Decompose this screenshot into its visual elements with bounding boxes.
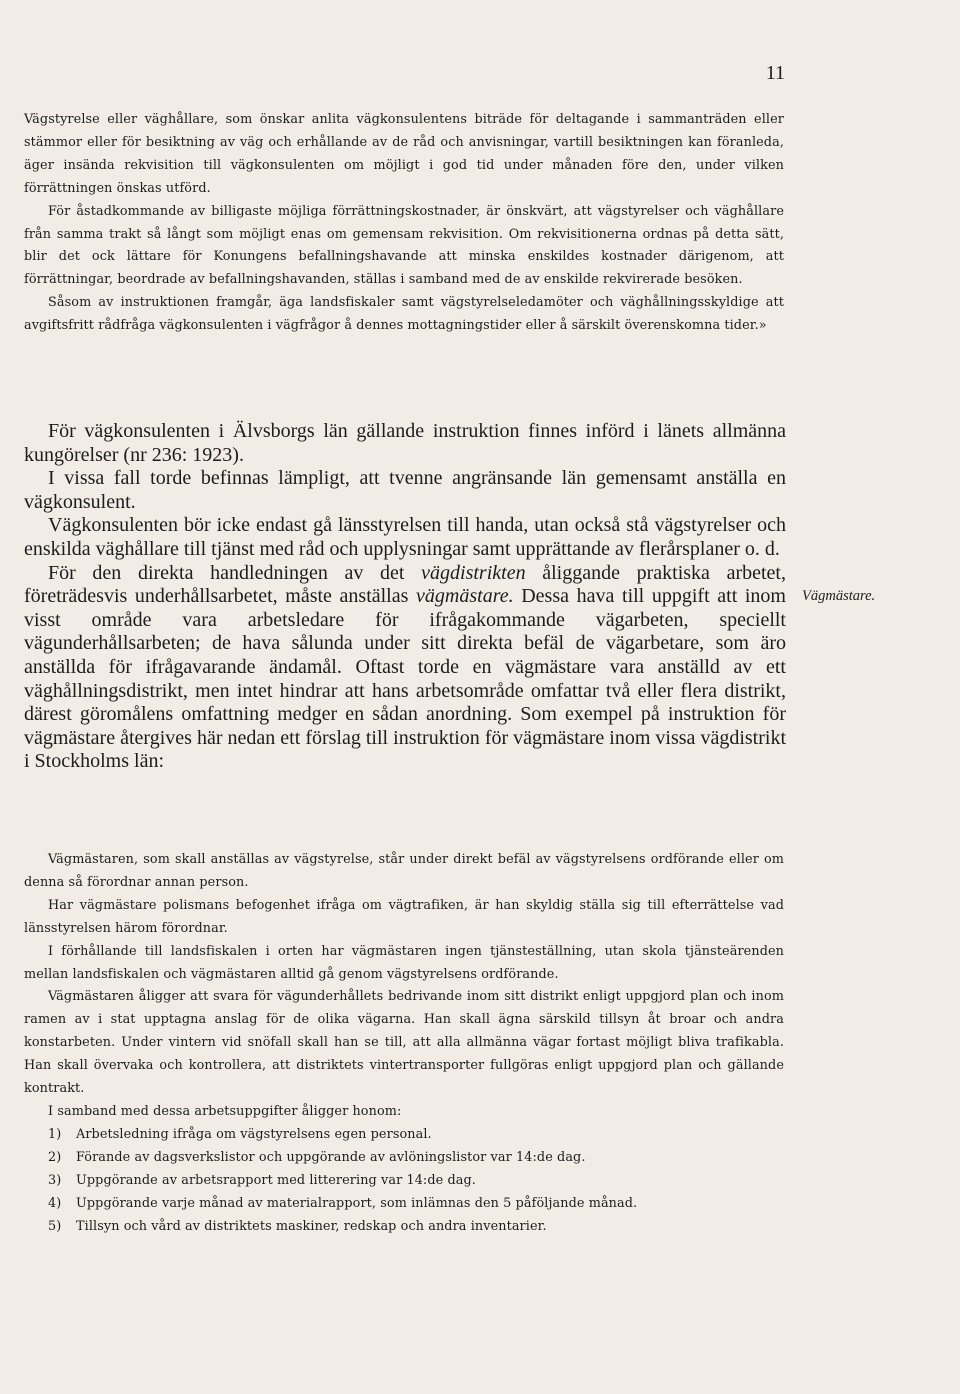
list-text: Arbetsledning ifråga om vägstyrelsens egen personal. — [76, 1126, 432, 1142]
list-item — [24, 1170, 784, 1193]
page-number: 11 — [765, 62, 785, 84]
text-run: För den direkta handledningen av det — [48, 561, 422, 584]
paragraph: För åstadkommande av billigaste möjliga förrättningskostnader, är önskvärt, att vägstyrelser och väghållare från samma trakt så långt som möjligt enas om gemensam rekvisition. Om rekvisitionerna ordnas på detta sätt, blir det ock lättare för Konungens befallningshavande att minska enskildes kostnader därigenom, att förrättningar, beordrade av befallningshavanden, ställas i samband med de av enskilde rekvirerade besöken. — [24, 203, 784, 288]
paragraph: Vägmästaren åligger att svara för vägunderhållets bedrivande inom sitt distrikt enligt uppgjord plan och inom ramen av i stat upptagna anslag för de olika vägarna. Han skall ägna särskild tillsyn åt broar och andra konstarbeten. Under vintern vid snöfall skall han se till, att alla allmänna vägar fortast möjligt bliva trafikabla. Han skall övervaka och kontrollera, att distriktets vintertransporter fullgöras enligt uppgjord plan och gällande kontrakt. — [24, 989, 784, 1097]
list-text: Förande av dagsverkslistor och uppgörande av avlöningslistor var 14:de dag. — [76, 1149, 586, 1165]
paragraph: I förhållande till landsfiskalen i orten har vägmästaren ingen tjänsteställning, utan skola tjänsteärenden mellan landsfiskalen och vägmästaren alltid gå genom vägstyrelsens ordförande. — [24, 943, 784, 982]
text-run: Dessa hava till uppgift att inom visst område vara arbetsledare för ifrågakommande vägarbeten, speciellt vägunderhållsarbeten; de hava sålunda under sitt direkta befäl de vägarbetare, som äro anställda för ifrågavarande ändamål. Oftast torde en vägmästare vara anställd av ett väghållningsdistrikt, men intet hindrar att hans arbetsområde omfattar två eller flera distrikt, därest göromålens omfattning medger en sådan anordning. Som exempel på instruktion för vägmästare återgives här nedan ett förslag till instruktion för vägmästare inom vissa vägdistrikt i Stockholms län: — [24, 585, 786, 773]
paragraph — [24, 562, 786, 774]
paragraph: För vägkonsulenten i Älvsborgs län gällande instruktion finnes införd i länets allmänna kungörelser (nr 236: 1923). — [24, 420, 786, 466]
paragraph: Såsom av instruktionen framgår, äga landsfiskaler samt vägstyrelseledamöter och väghållningsskyldige att avgiftsfritt rådfråga vägkonsulenten i vägfrågor å dennes mottagningstider eller å särskilt överenskomna tider.» — [24, 295, 784, 334]
margin-note: Vägmästare. — [802, 588, 876, 604]
list-text: Uppgörande av arbetsrapport med litterering var 14:de dag. — [76, 1172, 476, 1188]
list-text: Tillsyn och vård av distriktets maskiner, redskap och andra inventarier. — [76, 1218, 547, 1234]
list-item — [24, 1124, 784, 1147]
paragraph: I vissa fall torde befinnas lämpligt, att tvenne angränsande län gemensamt anställa en vägkonsulent. — [24, 467, 786, 513]
paragraph: Vägkonsulenten bör icke endast gå länsstyrelsen till handa, utan också stå vägstyrelser och enskilda väghållare till tjänst med råd och upplysningar samt upprättande av flerårsplaner o. d. — [24, 514, 786, 560]
list-item — [24, 1193, 784, 1216]
list-number: 3) — [48, 1172, 62, 1188]
paragraph: Vägmästaren, som skall anställas av vägstyrelse, står under direkt befäl av vägstyrelsens ordförande eller om denna så förordnar annan person. — [24, 852, 784, 890]
list-number: 1) — [48, 1126, 62, 1142]
list-item — [24, 1216, 784, 1239]
paragraph: Vägstyrelse eller väghållare, som önskar anlita vägkonsulentens biträde för deltagande i sammanträden eller stämmor eller för besiktning av väg och erhållande av de råd och anvisningar, vartill besiktningen kan föranleda, äger insända rekvisition till vägkonsulenten om möjligt i god tid under månaden före den, under vilken förrättningen önskas utförd. — [24, 112, 784, 196]
list-number: 2) — [48, 1149, 62, 1165]
list-text: Uppgörande varje månad av materialrapport, som inlämnas den 5 påföljande månad. — [76, 1195, 638, 1211]
list-item — [24, 1147, 784, 1170]
main-text-block — [24, 420, 786, 774]
text-run: åliggande praktiska arbetet, företrädesvis underhållsarbetet, måste anställas — [24, 561, 786, 608]
instruction-text-block — [24, 849, 784, 1238]
list-number: 5) — [48, 1218, 62, 1234]
duties-list — [24, 1124, 784, 1239]
top-text-block — [24, 109, 784, 338]
paragraph: I samband med dessa arbetsuppgifter åligger honom: — [48, 1103, 402, 1119]
emphasis: vägdistrikten — [421, 561, 526, 584]
paragraph: Har vägmästare polismans befogenhet ifråga om vägtrafiken, är han skyldig ställa sig till efterrättelse vad länsstyrelsen härom förordnar. — [24, 897, 784, 936]
list-number: 4) — [48, 1195, 62, 1211]
emphasis: vägmästare. — [416, 585, 514, 608]
